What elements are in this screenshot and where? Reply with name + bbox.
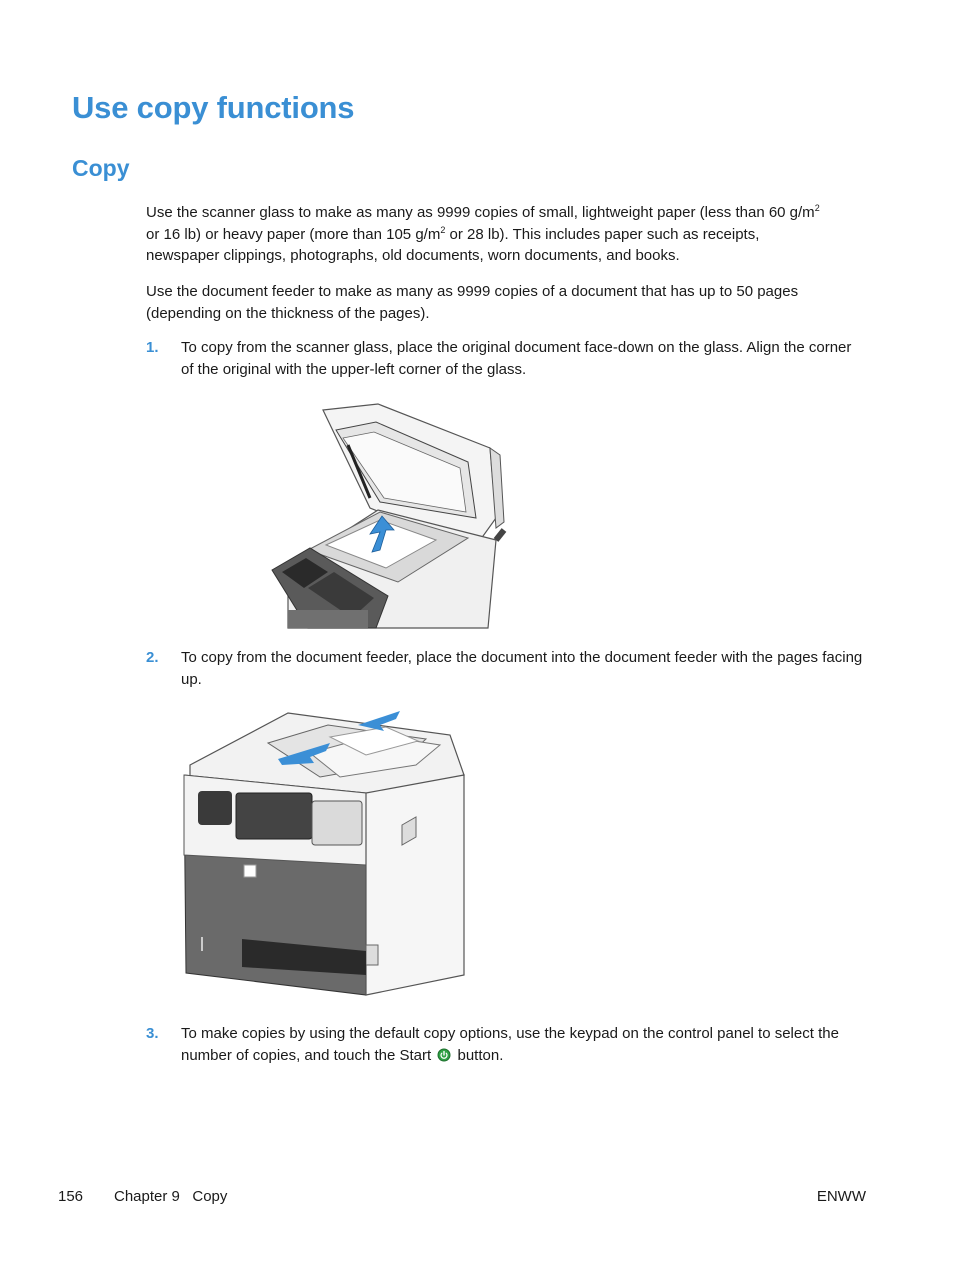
intro-paragraph-2: Use the document feeder to make as many as 9999 copies of a document that has up to 50 pages (depending on the thickness of the pages). [146,283,799,322]
footer-enww: ENWW [816,1188,866,1205]
document-feeder-illustration [180,705,470,1005]
page-title: Use copy functions [72,90,355,125]
step-1 [146,337,866,380]
step-number: 2. [146,649,159,666]
scanner-glass-illustration [268,400,508,630]
section-title: Copy [72,155,130,181]
footer-chapter: Chapter 9 Copy [114,1188,228,1205]
superscript-2: 2 [440,224,446,235]
step-3-text-b: button. [457,1046,504,1064]
para1-text-d: newspaper clippings, photographs, old documents, worn documents, and books. [146,247,680,264]
step-text [181,1023,866,1066]
start-button-icon [437,1048,451,1062]
para1-text-a: Use the scanner glass to make as many as 9999 copies of small, lightweight paper (less than 60 g/m [146,204,815,221]
step-number: 1. [146,339,159,356]
superscript-2: 2 [814,203,820,213]
step-2 [146,647,866,690]
step-text: To copy from the document feeder, place the document into the document feeder with the pages facing up. [181,649,863,688]
step-text: To copy from the scanner glass, place the original document face-down on the glass. Align the corner of the original with the upper-left corner of the glass. [181,339,852,378]
footer-page-number: 156 [58,1188,84,1205]
para1-text-c: or 28 lb). This includes paper such as receipts, [445,225,760,243]
para1-text-b: or 16 lb) or heavy paper (more than 105 g/m [146,225,441,243]
step-number: 3. [146,1025,159,1042]
step-3 [146,1023,866,1066]
step-3-text-a: To make copies by using the default copy options, use the keypad on the control panel to select the number of copies, and touch the Start [181,1025,839,1064]
intro-paragraph-1 [146,202,876,267]
